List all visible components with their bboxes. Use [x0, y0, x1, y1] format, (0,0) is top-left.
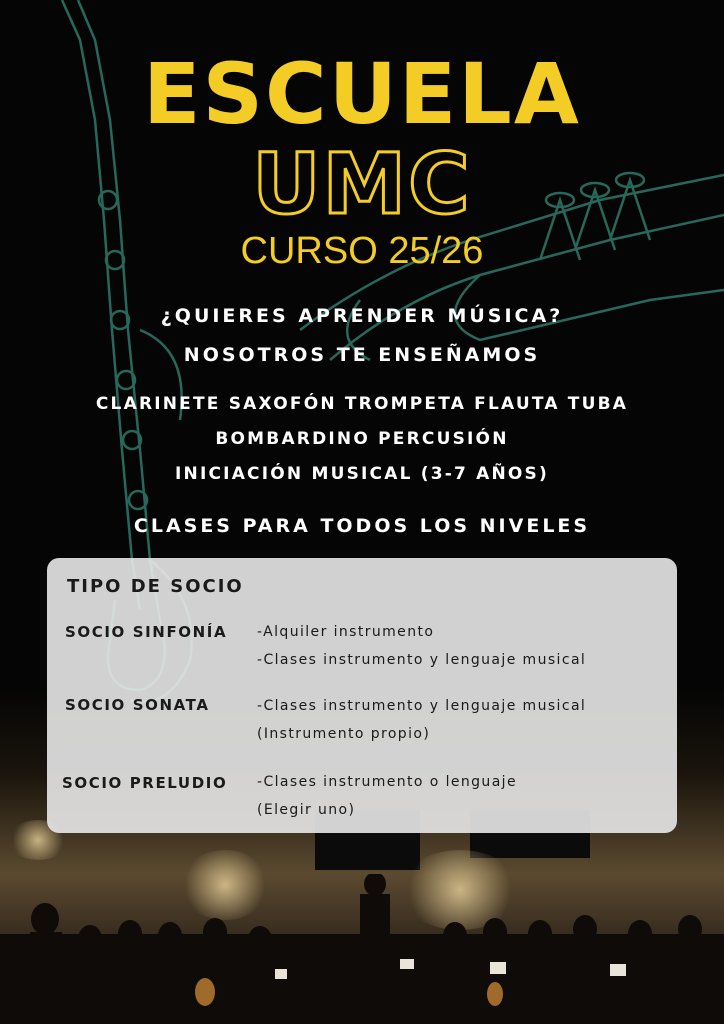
course-year: CURSO 25/26 — [240, 230, 484, 272]
instruments-line-2: BOMBARDINO PERCUSIÓN — [215, 429, 509, 449]
membership-detail: -Clases instrumento y lenguaje musical — [257, 698, 587, 714]
levels-text: CLASES PARA TODOS LOS NIVELES — [133, 515, 591, 537]
instruments-line-3: INICIACIÓN MUSICAL (3-7 AÑOS) — [175, 464, 549, 484]
membership-detail: (Elegir uno) — [257, 802, 356, 818]
title-escuela: ESCUELA — [143, 45, 581, 143]
membership-panel — [47, 558, 677, 833]
membership-name-preludio: SOCIO PRELUDIO — [62, 774, 228, 792]
membership-details-sinfonia — [257, 618, 586, 674]
membership-name-sonata: SOCIO SONATA — [65, 696, 210, 714]
membership-details-sonata — [257, 692, 586, 748]
instruments-line-1: CLARINETE SAXOFÓN TROMPETA FLAUTA TUBA — [95, 394, 629, 414]
membership-detail: (Instrumento propio) — [257, 726, 431, 742]
membership-detail: -Clases instrumento y lenguaje musical — [257, 652, 587, 668]
membership-detail: -Clases instrumento o lenguaje — [257, 774, 517, 790]
membership-detail: -Alquiler instrumento — [257, 624, 435, 640]
title-umc: UMC — [252, 135, 472, 233]
membership-title: TIPO DE SOCIO — [67, 576, 244, 597]
intro-answer: NOSOTROS TE ENSEÑAMOS — [183, 344, 541, 366]
membership-name-sinfonia: SOCIO SINFONÍA — [65, 623, 228, 641]
intro-question: ¿QUIERES APRENDER MÚSICA? — [160, 305, 564, 327]
membership-details-preludio — [257, 768, 517, 824]
